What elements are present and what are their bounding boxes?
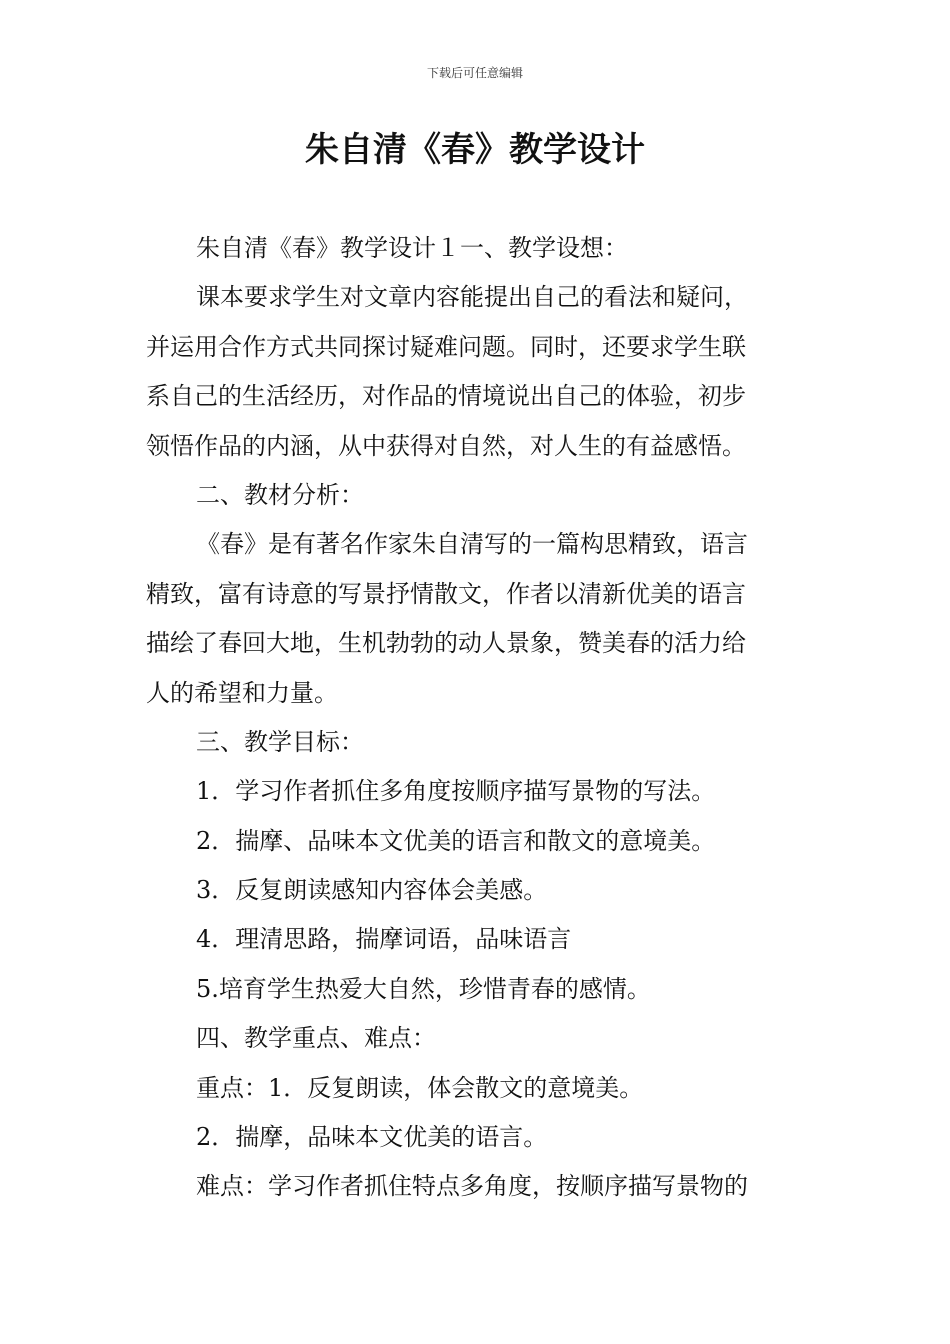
body-line: 重点：1．反复朗读，体会散文的意境美。 xyxy=(196,1073,644,1102)
body-line: 精致，富有诗意的写景抒情散文，作者以清新优美的语言 xyxy=(146,579,746,608)
document-title: 朱自清《春》教学设计 xyxy=(305,130,645,170)
body-line: 二、教材分析： xyxy=(196,480,364,509)
body-line: 难点：学习作者抓住特点多角度，按顺序描写景物的 xyxy=(196,1172,748,1201)
body-line: 4．理清思路，揣摩词语，品味语言 xyxy=(196,925,572,954)
body-line: 描绘了春回大地，生机勃勃的动人景象，赞美春的活力给 xyxy=(146,629,746,658)
body-line: 2．揣摩，品味本文优美的语言。 xyxy=(196,1123,548,1152)
body-line: 并运用合作方式共同探讨疑难问题。同时，还要求学生联 xyxy=(146,332,746,361)
body-line: 四、教学重点、难点： xyxy=(196,1024,436,1053)
body-line: 3．反复朗读感知内容体会美感。 xyxy=(196,876,548,905)
body-line: 领悟作品的内涵，从中获得对自然，对人生的有益感悟。 xyxy=(146,431,746,460)
body-line: 课本要求学生对文章内容能提出自己的看法和疑问， xyxy=(196,283,748,312)
body-line: 2．揣摩、品味本文优美的语言和散文的意境美。 xyxy=(196,826,716,855)
page-header: 下载后可任意编辑 xyxy=(426,66,523,80)
body-line: 系自己的生活经历，对作品的情境说出自己的体验，初步 xyxy=(146,382,746,411)
body-line: 1．学习作者抓住多角度按顺序描写景物的写法。 xyxy=(196,777,716,806)
document-body xyxy=(146,224,812,1212)
body-line: 朱自清《春》教学设计１一、教学设想： xyxy=(196,234,628,262)
body-line: 5.培育学生热爱大自然，珍惜青春的感情。 xyxy=(196,974,651,1003)
body-line: 《春》是有著名作家朱自清写的一篇构思精致，语言 xyxy=(196,530,748,559)
body-line: 人的希望和力量。 xyxy=(146,678,338,707)
body-line: 三、教学目标： xyxy=(196,727,364,756)
